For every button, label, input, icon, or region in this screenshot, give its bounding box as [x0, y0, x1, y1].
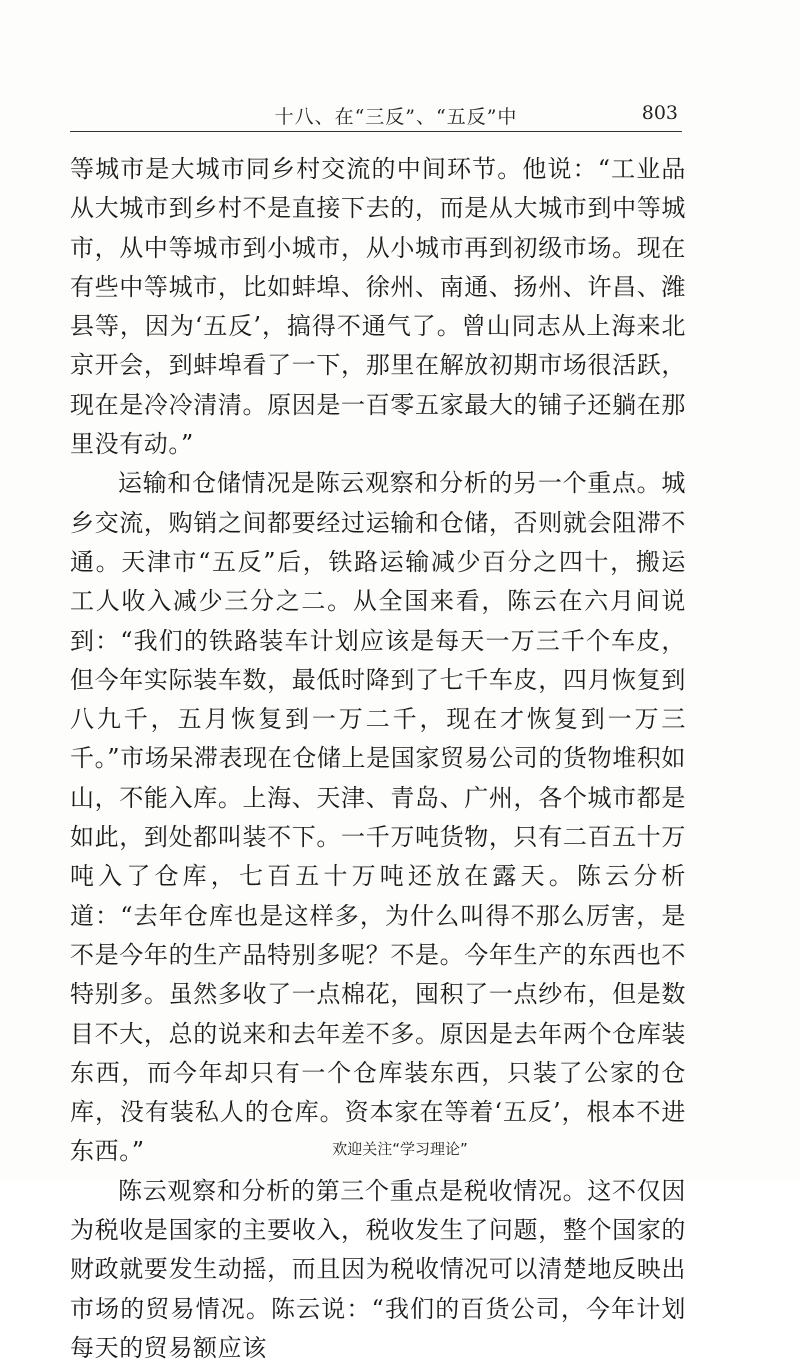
header-rule [70, 131, 682, 132]
running-header [70, 100, 682, 130]
paragraph-2: 运输和仓储情况是陈云观察和分析的另一个重点。城乡交流，购销之间都要经过运输和仓储，否则就会阻滞不通。天津市“五反”后，铁路运输减少百分之四十，搬运工人收入减少三分之二。从全国来看，陈云在六月间说到：“我们的铁路装车计划应该是每天一万三千个车皮，但今年实际装车数，最低时降到了七千车皮，四月恢复到八九千，五月恢复到一万二千，现在才恢复到一万三千。”市场呆滞表现在仓储上是国家贸易公司的货物堆积如山，不能入库。上海、天津、青岛、广州，各个城市都是如此，到处都叫装不下。一千万吨货物，只有二百五十万吨入了仓库，七百五十万吨还放在露天。陈云分析道：“去年仓库也是这样多，为什么叫得不那么厉害，是不是今年的生产品特别多呢？不是。今年生产的东西也不特别多。虽然多收了一点棉花，囤积了一点纱布，但是数目不大，总的说来和去年差不多。原因是去年两个仓库装东西，而今年却只有一个仓库装东西，只装了公家的仓库，没有装私人的仓库。资本家在等着‘五反’，根本不进东西。” [70, 469, 686, 1166]
chapter-title: 十八、在“三反”、“五反”中 [274, 106, 518, 128]
page-number: 803 [641, 102, 678, 124]
footer-note: 欢迎关注“学习理论” [332, 1140, 468, 1158]
body-text [70, 150, 686, 1368]
paragraph-3: 陈云观察和分析的第三个重点是税收情况。这不仅因为税收是国家的主要收入，税收发生了问题，整个国家的财政就要发生动摇，而且因为税收情况可以清楚地反映出市场的贸易情况。陈云说：“我们的百货公司，今年计划每天的贸易额应该 [70, 1176, 686, 1362]
paragraph-1: 等城市是大城市同乡村交流的中间环节。他说：“工业品从大城市到乡村不是直接下去的，而是从大城市到中等城市，从中等城市到小城市，从小城市再到初级市场。现在有些中等城市，比如蚌埠、徐州、南通、扬州、许昌、潍县等，因为‘五反’，搞得不通气了。曾山同志从上海来北京开会，到蚌埠看了一下，那里在解放初期市场很活跃，现在是冷冷清清。原因是一百零五家最大的铺子还躺在那里没有动。” [70, 155, 686, 459]
